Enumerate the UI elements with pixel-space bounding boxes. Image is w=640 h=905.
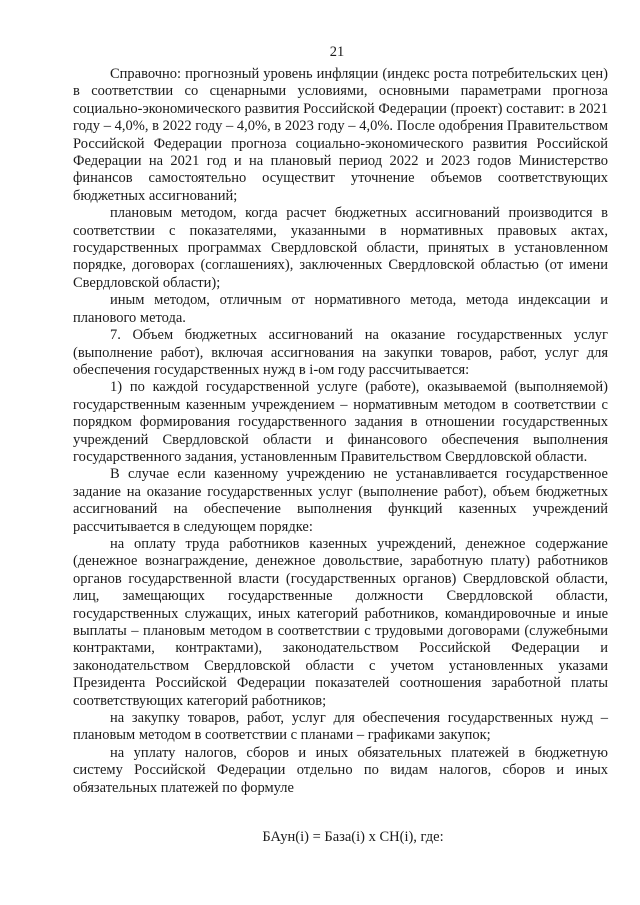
paragraph-planned-method: плановым методом, когда расчет бюджетных ассигнований производится в соответствии с показателями, указанными в нормативных правовых актах, государственных программах Свердловской области, принятых в установленном порядке, договорах (соглашениях), заключенных Свердловской областью (от имени Свердловской области); xyxy=(73,205,608,291)
paragraph-procurement: на закупку товаров, работ, услуг для обеспечения государственных нужд – плановым методом в соответствии с планами – графиками закупок; xyxy=(73,710,608,744)
page-number: 21 xyxy=(329,44,345,60)
paragraph-other-method: иным методом, отличным от нормативного метода, метода индексации и планового метода. xyxy=(73,292,608,326)
paragraph-payroll: на оплату труда работников казенных учреждений, денежное содержание (денежное вознаграждение, денежное довольствие, заработную плату) работников органов государственной власти (государственных органов) Свердловской области, лиц, замещающих государственные должности Свердловской области, государственных служащих, иных категорий работников, командировочные и иные выплаты – плановым методом в соответствии с трудовыми договорами (служебными контрактами, контрактами), законодательством Российской Федерации и законодательством Свердловской области с учетом установленных указами Президента Российской Федерации показателей соотношения заработной платы соответствующих категорий работников; xyxy=(73,535,608,709)
paragraph-item-7: 7. Объем бюджетных ассигнований на оказание государственных услуг (выполнение работ), включая ассигнования на закупки товаров, работ, услуг для обеспечения государственных нужд в i-ом году рассчитывается: xyxy=(73,327,608,378)
body-text xyxy=(73,66,608,797)
paragraph-taxes: на уплату налогов, сборов и иных обязательных платежей в бюджетную систему Российской Федерации отдельно по видам налогов, сборов и иных обязательных платежей по формуле xyxy=(73,744,608,796)
formula: БАун(i) = База(i) x СН(i), где: xyxy=(262,829,444,845)
paragraph-item-7-1: 1) по каждой государственной услуге (работе), оказываемой (выполняемой) государственным казенным учреждением – нормативным методом в соответствии с порядком формирования государственного задания в отношении государственных учреждений Свердловской области и финансового обеспечения выполнения государственного задания, установленным Правительством Свердловской области. xyxy=(73,379,608,465)
paragraph-inflation-reference: Справочно: прогнозный уровень инфляции (индекс роста потребительских цен) в соответствии со сценарными условиями, основными параметрами прогноза социально-экономического развития Российской Федерации (проект) составит: в 2021 году – 4,0%, в 2022 году – 4,0%, в 2023 году – 4,0%. После одобрения Правительством Российской Федерации прогноза социально-экономического развития Российской Федерации на 2021 год и на плановый период 2022 и 2023 годов Министерство финансов самостоятельно осуществит уточнение объемов соответствующих бюджетных ассигнований; xyxy=(73,66,608,204)
paragraph-no-state-task: В случае если казенному учреждению не устанавливается государственное задание на оказание государственных услуг (выполнение работ), объем бюджетных ассигнований на обеспечение выполнения функций казенных учреждений рассчитывается в следующем порядке: xyxy=(73,466,608,535)
